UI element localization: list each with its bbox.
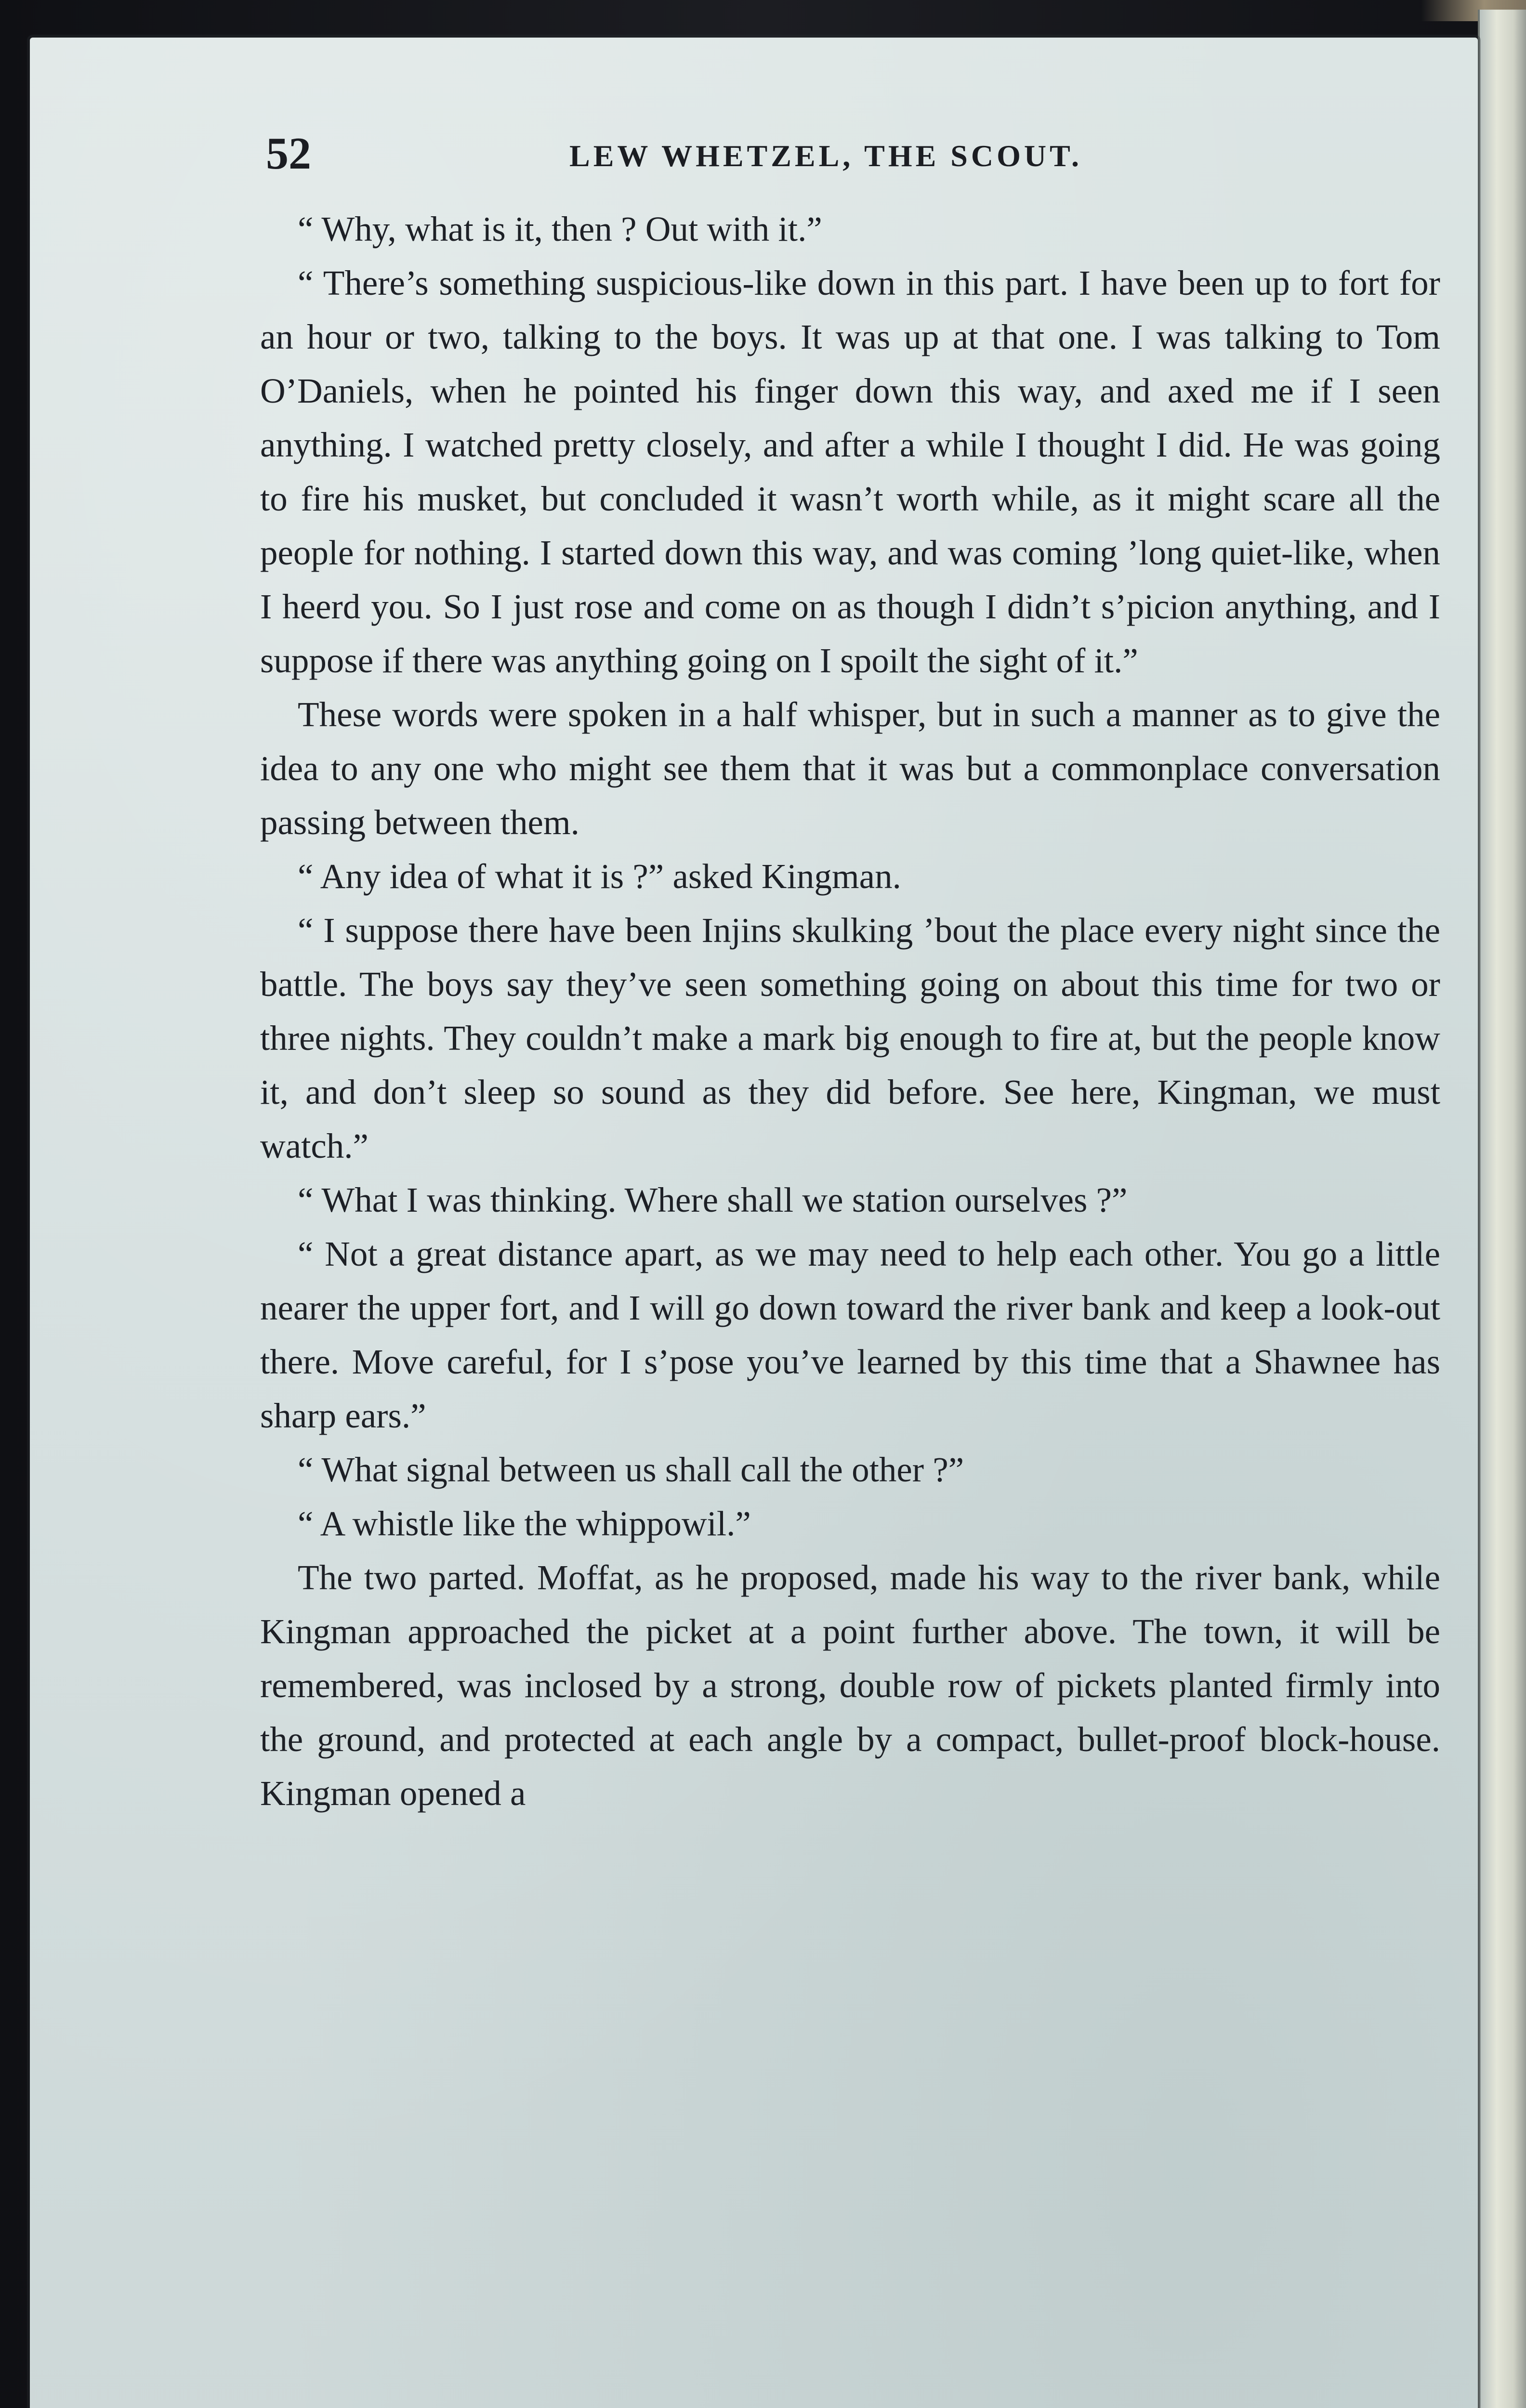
running-head — [266, 128, 1422, 181]
paragraph: The two parted. Moffat, as he proposed, made his way to the river bank, while Kingman approached the picket at a point further above. The town, it will be remembered, was inclosed by a strong, double row of pickets planted firmly into the ground, and protected at each angle by a compact, bullet-proof block-house. Kingman opened a — [260, 1558, 1440, 1813]
body-text — [260, 202, 1440, 1820]
paragraph: “ What signal between us shall call the other ?” — [298, 1450, 964, 1489]
book-page-edge — [1478, 10, 1526, 2408]
paragraph: “ Any idea of what it is ?” asked Kingman. — [298, 857, 901, 896]
page-number: 52 — [266, 129, 311, 179]
paragraph: “ What I was thinking. Where shall we station ourselves ?” — [298, 1180, 1128, 1219]
paragraph: These words were spoken in a half whisper, but in such a manner as to give the idea to any one who might see them that it was but a commonplace conversation passing between them. — [260, 695, 1440, 842]
paragraph: “ A whistle like the whippowil.” — [298, 1504, 751, 1543]
paragraph: “ Not a great distance apart, as we may need to help each other. You go a little nearer the upper fort, and I will go down toward the river bank and keep a look-out there. Move careful, for I s’pose you’ve learned by this time that a Shawnee has sharp ears.” — [260, 1234, 1440, 1435]
paragraph: “ I suppose there have been Injins skulking ’bout the place every night since the battle. The boys say they’ve seen something going on about this time for two or three nights. They couldn’t make a mark big enough to fire at, but the people know it, and don’t sleep so sound as they did before. See here, Kingman, we must watch.” — [260, 911, 1440, 1165]
paragraph: “ There’s something suspicious-like down in this part. I have been up to fort for an hour or two, talking to the boys. It was up at that one. I was talking to Tom O’Daniels, when he pointed his finger down this way, and axed me if I seen anything. I watched pretty closely, and after a while I thought I did. He was going to fire his musket, but concluded it wasn’t worth while, as it might scare all the people for nothing. I started down this way, and was coming ’long quiet-like, when I heerd you. So I just rose and come on as though I didn’t s’picion anything, and I suppose if there was anything going on I spoilt the sight of it.” — [260, 263, 1440, 680]
paragraph: “ Why, what is it, then ? Out with it.” — [298, 209, 822, 249]
running-title: LEW WHETZEL, THE SCOUT. — [569, 139, 1083, 173]
